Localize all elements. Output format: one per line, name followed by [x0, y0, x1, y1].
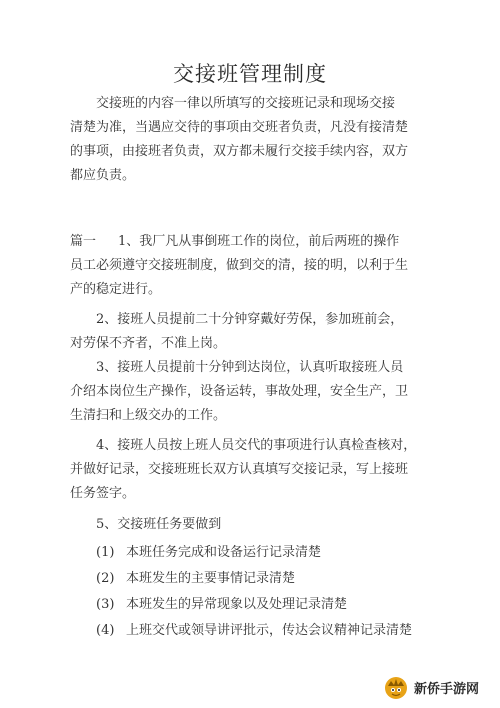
- list-item: [96, 618, 412, 644]
- rule-1-line: 员工必须遵守交接班制度，做到交的清，接的明，以利于生: [70, 258, 409, 273]
- rule-4-line: 4、接班人员按上班人员交代的事项进行认真检查核对，: [96, 438, 417, 453]
- intro-line: 的事项，由接班者负责，双方都未履行交接手续内容，双方: [70, 144, 409, 159]
- list-item-number: (2): [96, 571, 115, 586]
- list-item-text: 本班发生的主要事情记录清楚: [126, 571, 296, 586]
- intro-line: 交接班的内容一律以所填写的交接班记录和现场交接: [96, 96, 396, 111]
- list-item-number: (4): [96, 623, 115, 638]
- section-tag: 篇一: [70, 234, 97, 249]
- rule-4-paragraph: [70, 434, 416, 506]
- list-item-number: (3): [96, 597, 115, 612]
- rule-3-line: 生清扫和上级交办的工作。: [70, 408, 227, 423]
- list-item-number: (1): [96, 545, 115, 560]
- intro-line: 都应负责。: [70, 168, 136, 183]
- rule-3-line: 介绍本岗位生产操作，设备运转，事故处理，安全生产，卫: [70, 384, 409, 399]
- rule-3-paragraph: [70, 356, 408, 428]
- list-item-text: 本班任务完成和设备运行记录清楚: [126, 545, 322, 560]
- list-item: [96, 592, 412, 618]
- rule-1-line: 1、我厂凡从事倒班工作的岗位，前后两班的操作: [118, 234, 400, 249]
- intro-line: 清楚为准，当遇应交待的事项由交班者负责，凡没有接清楚: [70, 120, 409, 135]
- site-watermark: [382, 672, 492, 702]
- rule-4-line: 并做好记录，交接班班长双方认真填写交接记录，写上接班: [70, 462, 409, 477]
- watermark-text: 新侨手游网: [414, 681, 480, 697]
- rule-5-list: [96, 540, 412, 644]
- list-item-text: 上班交代或领导讲评批示，传达会议精神记录清楚: [126, 623, 413, 638]
- intro-paragraph: [70, 92, 408, 188]
- rule-1-line: 产的稳定进行。: [70, 282, 162, 297]
- rule-2-line: 2、接班人员提前二十分钟穿戴好劳保，参加班前会，: [96, 312, 404, 327]
- rule-3-line: 3、接班人员提前十分钟到达岗位，认真听取接班人员: [96, 360, 404, 375]
- rule-5-heading: 5、交接班任务要做到: [96, 517, 222, 532]
- list-item: [96, 566, 412, 592]
- list-item-text: 本班发生的异常现象以及处理记录清楚: [126, 597, 348, 612]
- rule-2-paragraph: [70, 308, 403, 356]
- crown-logo-icon: [382, 674, 410, 700]
- rule-4-line: 任务签字。: [70, 486, 136, 501]
- document-title: 交接班管理制度: [173, 62, 327, 86]
- rule-1-paragraph: [70, 230, 408, 302]
- list-item: [96, 540, 412, 566]
- rule-2-line: 对劳保不齐者，不准上岗。: [70, 336, 227, 351]
